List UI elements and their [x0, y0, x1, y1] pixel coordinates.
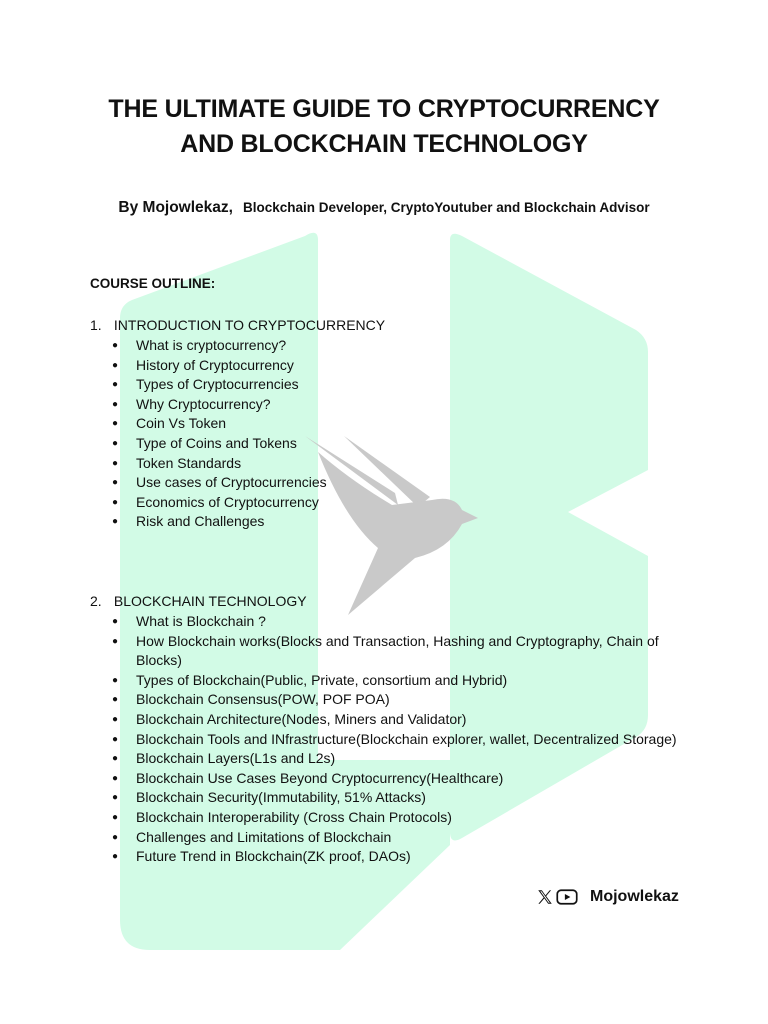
- list-item: ● Blockchain Tools and INfrastructure(Blockchain explorer, wallet, Decentralized Storage): [112, 730, 682, 750]
- social-footer: [536, 888, 679, 906]
- list-item: ● Coin Vs Token: [112, 414, 682, 434]
- list-item: ● Blockchain Interoperability (Cross Chain Protocols): [112, 808, 682, 828]
- youtube-icon[interactable]: [556, 888, 578, 906]
- list-item: ● Challenges and Limitations of Blockchain: [112, 828, 682, 848]
- list-item: ● Type of Coins and Tokens: [112, 434, 682, 454]
- list-item: ● Economics of Cryptocurrency: [112, 493, 682, 513]
- section-number: 1.: [90, 317, 102, 333]
- section-heading-2: [90, 593, 307, 609]
- author-role: Blockchain Developer, CryptoYoutuber and Blockchain Advisor: [243, 200, 650, 215]
- course-outline-label: COURSE OUTLINE:: [90, 276, 216, 291]
- author-name: By Mojowlekaz,: [118, 199, 233, 216]
- list-item: ● History of Cryptocurrency: [112, 356, 682, 376]
- author-byline: [0, 199, 768, 217]
- list-item: ● Future Trend in Blockchain(ZK proof, DAOs): [112, 847, 682, 867]
- document-title: [0, 92, 768, 162]
- title-line-2: AND BLOCKCHAIN TECHNOLOGY: [180, 130, 588, 158]
- section-number: 2.: [90, 593, 102, 609]
- title-line-1: THE ULTIMATE GUIDE TO CRYPTOCURRENCY: [108, 95, 660, 123]
- list-item: ● Types of Cryptocurrencies: [112, 375, 682, 395]
- list-item: ● How Blockchain works(Blocks and Transaction, Hashing and Cryptography, Chain of Blocks): [112, 632, 682, 671]
- list-item: ● Types of Blockchain(Public, Private, consortium and Hybrid): [112, 671, 682, 691]
- list-item: ● What is cryptocurrency?: [112, 336, 682, 356]
- list-item: ● Token Standards: [112, 454, 682, 474]
- list-item: ● Why Cryptocurrency?: [112, 395, 682, 415]
- section-1-list: [112, 336, 682, 532]
- social-handle[interactable]: Mojowlekaz: [590, 888, 679, 905]
- section-heading-1: [90, 317, 385, 333]
- list-item: ● Use cases of Cryptocurrencies: [112, 473, 682, 493]
- x-icon[interactable]: [536, 888, 554, 906]
- list-item: ● Blockchain Use Cases Beyond Cryptocurrency(Healthcare): [112, 769, 682, 789]
- section-title: BLOCKCHAIN TECHNOLOGY: [113, 593, 307, 609]
- list-item: ● What is Blockchain ?: [112, 612, 682, 632]
- list-item: ● Blockchain Consensus(POW, POF POA): [112, 690, 682, 710]
- section-2-list: [112, 612, 682, 867]
- list-item: ● Risk and Challenges: [112, 512, 682, 532]
- list-item: ● Blockchain Security(Immutability, 51% Attacks): [112, 788, 682, 808]
- section-title: INTRODUCTION TO CRYPTOCURRENCY: [113, 317, 386, 333]
- list-item: ● Blockchain Architecture(Nodes, Miners and Validator): [112, 710, 682, 730]
- list-item: ● Blockchain Layers(L1s and L2s): [112, 749, 682, 769]
